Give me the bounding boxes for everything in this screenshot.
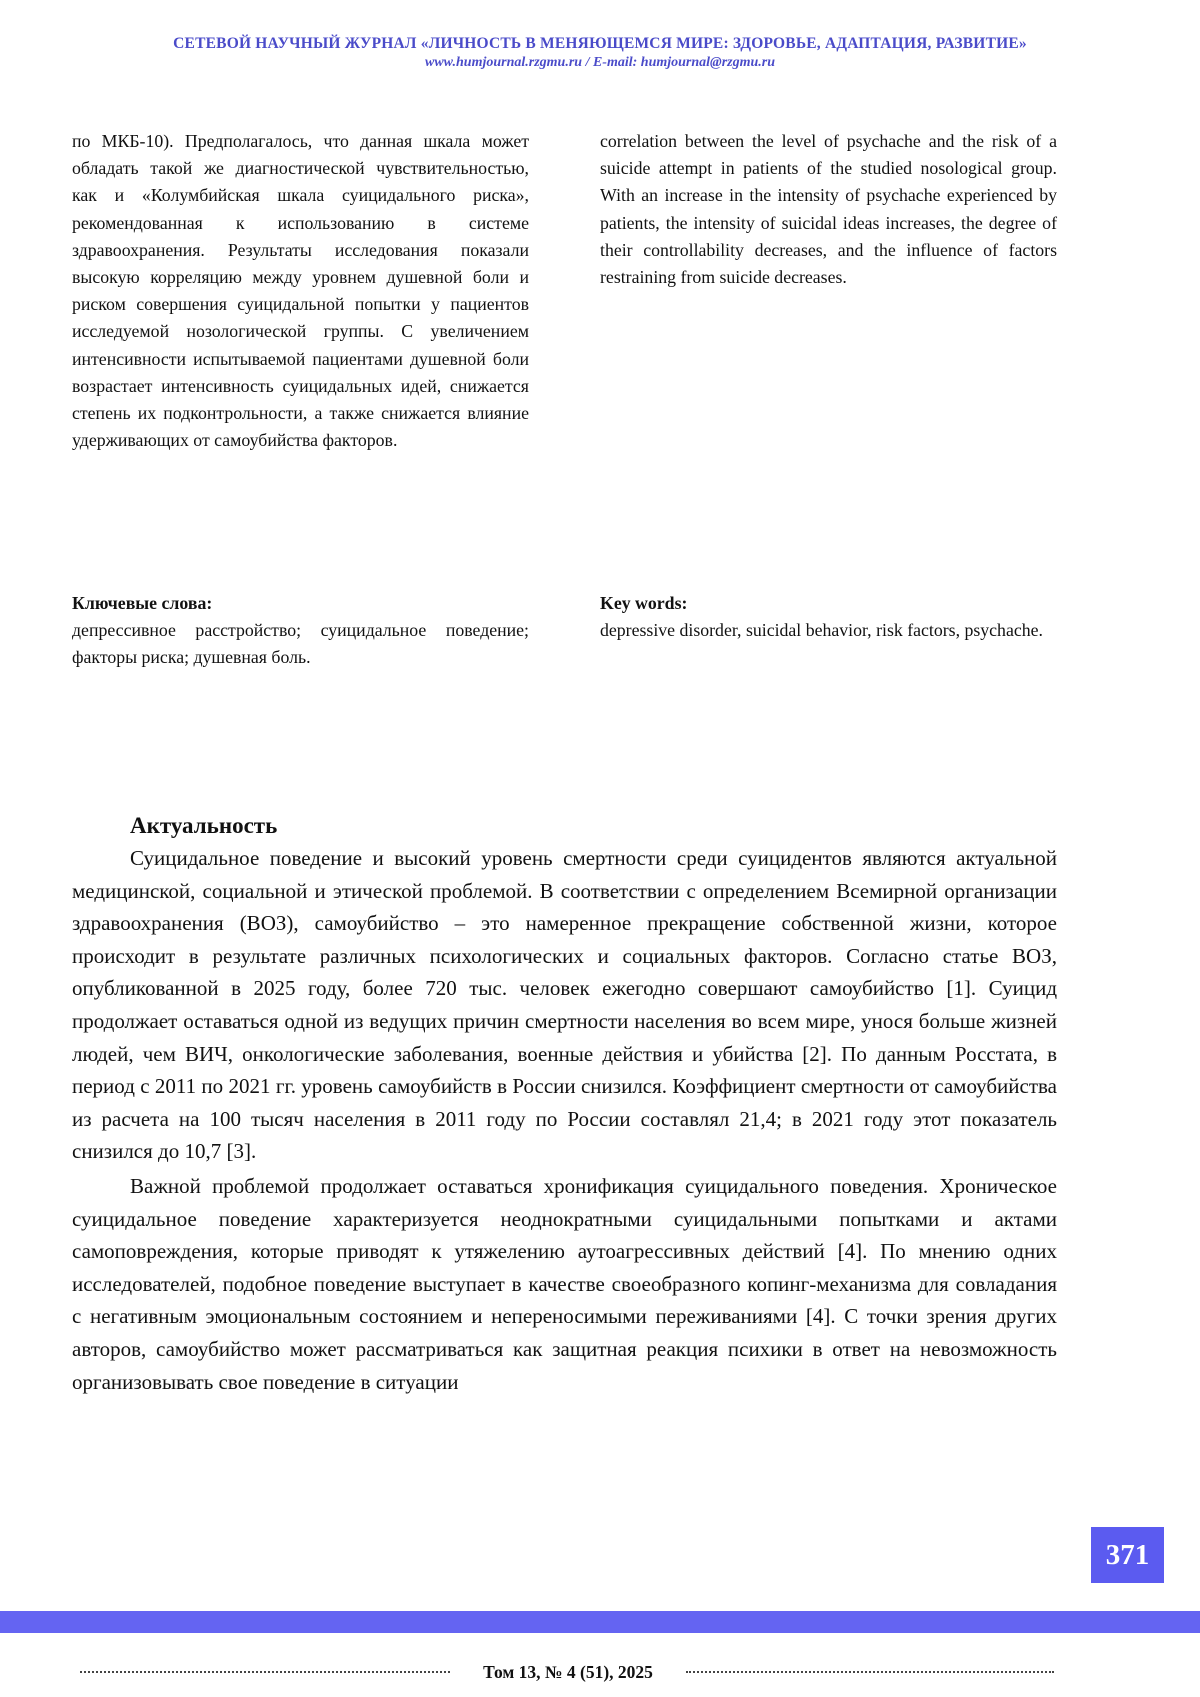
footer-divider-left — [80, 1671, 450, 1673]
page-footer — [0, 1660, 1200, 1684]
keywords-en-text: depressive disorder, suicidal behavior, risk factors, psychache. — [600, 620, 1043, 641]
main-body — [72, 810, 1057, 1400]
footer-band — [0, 1611, 1200, 1633]
issue-info: Том 13, № 4 (51), 2025 — [483, 1662, 653, 1682]
keywords-en-title: Key words: — [600, 593, 688, 613]
abstract-ru: по МКБ-10). Предполагалось, что данная шкала может обладать такой же диагностической чувствительностью, как и «Колумбийская шкала суицидального риска», рекомендованная к использованию в системе здравоохранения. Результаты исследования показали высокую корреляцию между уровнем душевной боли и риском совершения суицидальной попытки у пациентов исследуемой нозологической группы. С увеличением интенсивности испытываемой пациентами душевной боли возрастает интенсивность суицидальных идей, снижается степень их подконтрольности, а также снижается влияние удерживающих от самоубийства факторов. — [72, 131, 529, 451]
page-number-badge: 371 — [1091, 1527, 1164, 1583]
keywords-ru — [72, 590, 529, 672]
section-title: Актуальность — [130, 813, 278, 838]
body-paragraph: Важной проблемой продолжает оставаться хронификация суицидального поведения. Хроническое суицидальное поведение характеризуется неоднократными суицидальными попытками и актами самоповреждения, которые приводят к утяжелению аутоагрессивных действий [4]. По мнению одних исследователей, подобное поведение выступает в качестве своеобразного копинг-механизма для совладания с негативным эмоциональным состоянием и непереносимыми переживаниями [4]. С точки зрения других авторов, самоубийство может рассматриваться как защитная реакция психики в ответ на невозможность организовывать свое поведение в ситуации — [72, 1173, 1057, 1394]
journal-title: СЕТЕВОЙ НАУЧНЫЙ ЖУРНАЛ «ЛИЧНОСТЬ В МЕНЯЮЩЕМСЯ МИРЕ: ЗДОРОВЬЕ, АДАПТАЦИЯ, РАЗВИТИЕ» — [173, 35, 1027, 52]
keywords-ru-title: Ключевые слова: — [72, 593, 213, 613]
journal-header — [0, 34, 1200, 72]
footer-divider-right — [686, 1671, 1054, 1673]
keywords-ru-text: депрессивное расстройство; суицидальное поведение; факторы риска; душевная боль. — [72, 620, 529, 668]
keywords-en — [600, 590, 1057, 644]
body-paragraph: Суицидальное поведение и высокий уровень смертности среди суицидентов являются актуальной медицинской, социальной и этической проблемой. В соответствии с определением Всемирной организации здравоохранения (ВОЗ), самоубийство – это намеренное прекращение собственной жизни, которое происходит в результате различных психологических и социальных факторов. Согласно статье ВОЗ, опубликованной в 2025 году, более 720 тыс. человек ежегодно совершают самоубийство [1]. Суицид продолжает оставаться одной из ведущих причин смертности населения во всем мире, унося больше жизней людей, чем ВИЧ, онкологические заболевания, военные действия и убийства [2]. По данным Росстата, в период с 2011 по 2021 гг. уровень самоубийств в России снизился. Коэффициент смертности от самоубийства из расчета на 100 тысяч населения в 2011 году по России составлял 21,4; в 2021 году этот показатель снизился до 10,7 [3]. — [72, 846, 1057, 1164]
journal-contacts[interactable]: www.humjournal.rzgmu.ru / E-mail: humjournal@rzgmu.ru — [425, 55, 775, 70]
abstract-en: correlation between the level of psychache and the risk of a suicide attempt in patients of the studied nosological group. With an increase in the intensity of psychache experienced by patients, the intensity of suicidal ideas increases, the degree of their controllability decreases, and the influence of factors restraining from suicide decreases. — [600, 131, 1057, 288]
